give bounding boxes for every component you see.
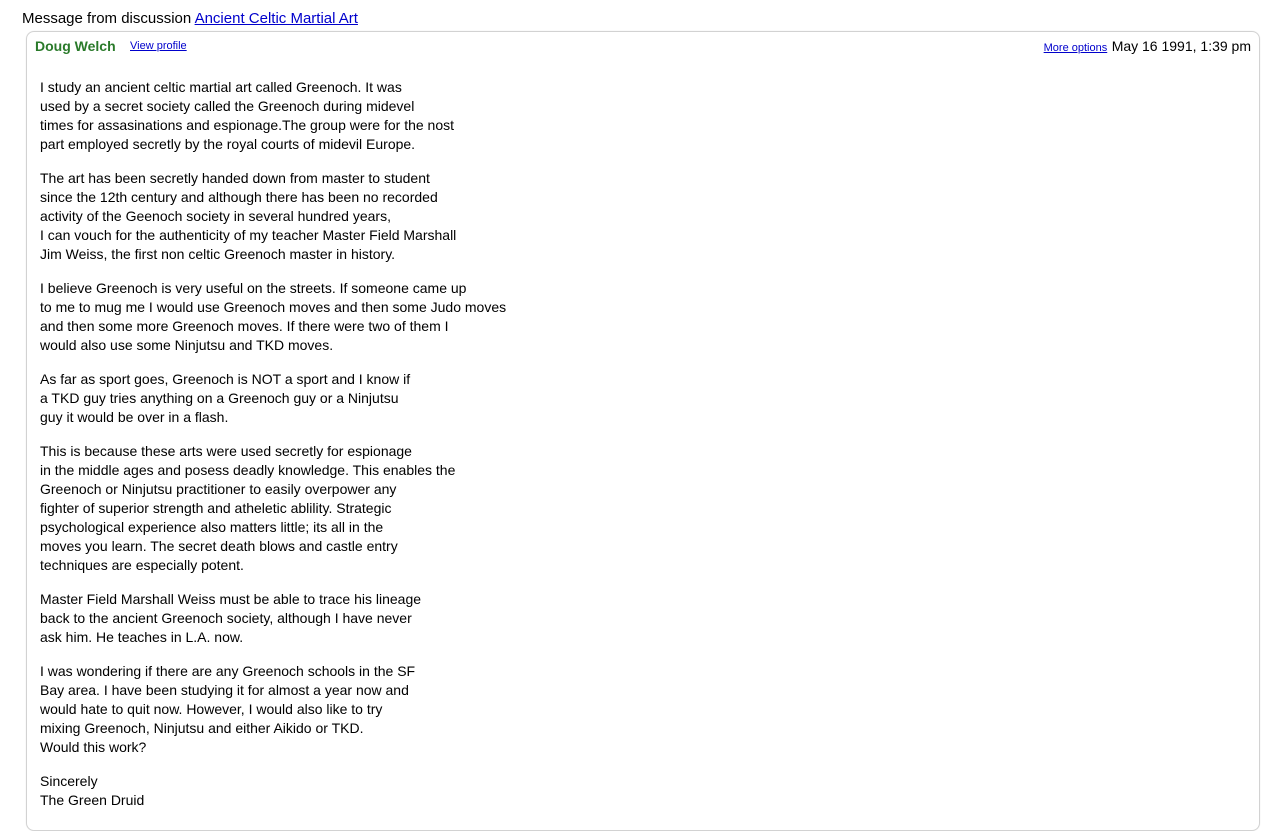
message-container [26, 31, 1260, 831]
message-paragraph: I was wondering if there are any Greenoch schools in the SF Bay area. I have been studying it for almost a year now and would hate to quit now. However, I would also like to try mixing Greenoch, Ninjutsu and either Aikido or TKD. Would this work? [40, 663, 416, 755]
discussion-header [22, 10, 358, 28]
message-body [40, 78, 740, 825]
header-prefix: Message from discussion [22, 10, 192, 27]
message-signature: Sincerely The Green Druid [40, 773, 145, 808]
message-header [35, 37, 1251, 55]
message-date: May 16 1991, 1:39 pm [1111, 38, 1251, 54]
message-paragraph: The art has been secretly handed down from master to student since the 12th century and although there has been no recorded activity of the Geenoch society in several hundred years, I can vouch for the authenticity of my teacher Master Field Marshall Jim Weiss, the first non celtic Greenoch master in history. [40, 170, 457, 262]
message-paragraph: As far as sport goes, Greenoch is NOT a sport and I know if a TKD guy tries anything on a Greenoch guy or a Ninjutsu guy it would be over in a flash. [40, 371, 411, 425]
author-name[interactable]: Doug Welch [35, 38, 116, 54]
message-paragraph: I study an ancient celtic martial art called Greenoch. It was used by a secret society called the Greenoch during midevel times for assasinations and espionage.The group were for the nost part employed secretly by the royal courts of midevil Europe. [40, 79, 455, 152]
message-paragraph: I believe Greenoch is very useful on the streets. If someone came up to me to mug me I would use Greenoch moves and then some Judo moves and then some more Greenoch moves. If there were two of them I would also use some Ninjutsu and TKD moves. [40, 280, 507, 353]
message-paragraph: This is because these arts were used secretly for espionage in the middle ages and posess deadly knowledge. This enables the Greenoch or Ninjutsu practitioner to easily overpower any fighter of superior strength and atheletic ablility. Strategic psychological experience also matters little; its all in the moves you learn. The secret death blows and castle entry techniques are especially potent. [40, 443, 456, 573]
more-options-link[interactable]: More options [1043, 42, 1108, 54]
view-profile-link[interactable]: View profile [130, 40, 187, 52]
message-paragraph: Master Field Marshall Weiss must be able to trace his lineage back to the ancient Greenoch society, although I have never ask him. He teaches in L.A. now. [40, 591, 422, 645]
discussion-link[interactable]: Ancient Celtic Martial Art [194, 10, 358, 27]
message-meta [1044, 37, 1251, 57]
